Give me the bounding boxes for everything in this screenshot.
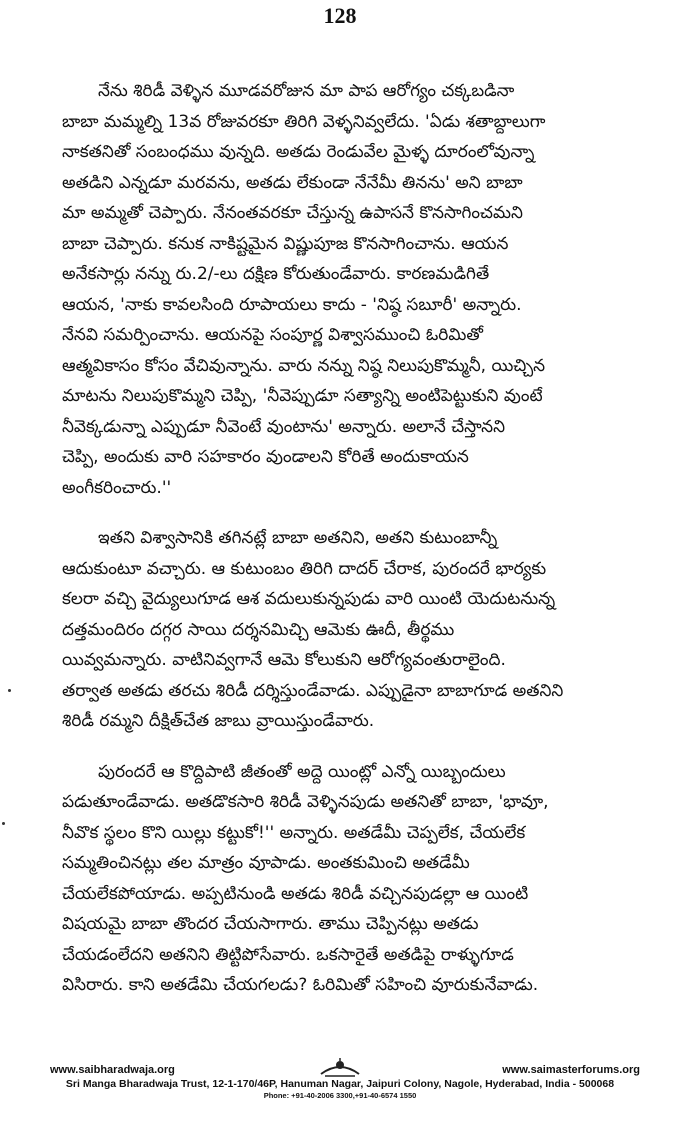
om-emblem-icon	[317, 1056, 363, 1078]
text-line: సమ్మతించినట్లు తల మాత్రం వూపాడు. అంతకుమించి అతడేమీ	[62, 853, 470, 873]
text-line: అతడిని ఎన్నడూ మరవను, అతడు లేకుండా నేనేమీ తినను' అని బాబా	[62, 172, 523, 193]
text-line: ఇతని విశ్వాసానికి తగినట్లే బాబా అతనిని, అతని కుటుంబాన్నీ	[98, 528, 498, 548]
text-line: ఆత్మవికాసం కోసం వేచివున్నాను. వారు నన్ను నిష్ఠ నిలుపుకొమ్మనీ, యిచ్చిన	[62, 355, 546, 376]
text-line: నేను శిరిడీ వెళ్ళిన మూడవరోజున మా పాప ఆరోగ్యం చక్కబడినా	[98, 81, 515, 101]
text-line: ఆయన, 'నాకు కావలసింది రూపాయలు కాదు - 'నిష్ఠ సబూరీ' అన్నారు.	[62, 294, 522, 315]
text-line: నీవొక స్థలం కొని యిల్లు కట్టుకో!'' అన్నారు. అతడేమీ చెప్పలేక, చేయలేక	[62, 822, 526, 843]
text-line: మాటను నిలుపుకొమ్మని చెప్పి, 'నీవెప్పుడూ సత్యాన్ని అంటిపెట్టుకుని వుంటే	[62, 386, 543, 406]
text-line: ఆదుకుంటూ వచ్చారు. ఆ కుటుంబం తిరిగి దాదర్ చేరాక, పురందరే భార్యకు	[62, 558, 547, 579]
text-line: అనేకసార్లు నన్ను రు.2/-లు దక్షిణ కోరుతుండేవారు. కారణమడిగితే	[62, 264, 490, 284]
footer	[30, 1064, 650, 1100]
paragraph	[62, 757, 634, 1001]
footer-phone: Phone: +91-40-2006 3300,+91-40-6574 1550	[263, 1091, 417, 1100]
text-line: నీవెక్కడున్నా ఎప్పుడూ నీవెంటే వుంటాను' అన్నారు. అలానే చేస్తానని	[62, 416, 506, 437]
text-line: దత్తమందిరం దగ్గర సాయి దర్శనమిచ్చి ఆమెకు ఊదీ, తీర్థము	[62, 619, 455, 640]
text-line: నాకతనితో సంబంధము వున్నది. అతడు రెండువేల మైళ్ళ దూరంలోవున్నా	[62, 142, 535, 162]
website-right-link[interactable]: www.saimasterforums.org	[502, 1064, 640, 1076]
page-number: 128	[323, 3, 357, 28]
footer-row	[30, 1064, 650, 1078]
text-line: పడుతూండేవాడు. అతడొకసారి శిరిడీ వెళ్ళినపుడు అతనితో బాబా, 'భావూ,	[62, 792, 549, 812]
text-line: శిరిడీ రమ్మని దీక్షిత్‌చేత జాబు వ్రాయిస్తుండేవారు.	[62, 711, 375, 731]
text-line: మా అమ్మతో చెప్పారు. నేనంతవరకూ చేస్తున్న ఉపాసనే కొనసాగించమని	[62, 203, 523, 223]
paragraph	[62, 523, 634, 737]
stray-mark	[8, 689, 11, 692]
website-left-link[interactable]: www.saibharadwaja.org	[50, 1064, 175, 1076]
text-line: తర్వాత అతడు తరచు శిరిడీ దర్శిస్తుండేవాడు. ఎప్పుడైనా బాబాగూడ అతనిని	[62, 680, 564, 701]
text-line: విసిరారు. కాని అతడేమి చేయగలడు? ఓరిమితో సహించి వూరుకునేవాడు.	[62, 975, 539, 995]
stray-mark	[2, 822, 5, 825]
text-line: చేయడంలేదని అతనిని తిట్టిపోసేవారు. ఒకసారైతే అతడిపై రాళ్ళుగూడ	[62, 944, 514, 965]
footer-address: Sri Manga Bharadwaja Trust, 12-1-170/46P, Hanuman Nagar, Jaipuri Colony, Nagole, Hyderabad, India - 500068	[65, 1078, 615, 1090]
text-line: అంగీకరించారు.''	[62, 477, 172, 498]
paragraph	[62, 76, 634, 503]
body-text	[62, 76, 634, 1001]
text-line: నేనవి సమర్పించాను. ఆయనపై సంపూర్ణ విశ్వాసముంచి ఓరిమితో	[62, 325, 483, 345]
text-line: బాబా చెప్పారు. కనుక నాకిష్టమైన విష్ణుపూజ కొనసాగించాను. ఆయన	[62, 233, 509, 254]
text-line: పురందరే ఆ కొద్దిపాటి జీతంతో అద్దె యింట్లో ఎన్నో యిబ్బందులు	[98, 761, 506, 782]
text-line: చేయలేకపోయాడు. అప్పటినుండి అతడు శిరిడీ వచ్చినపుడల్లా ఆ యింటి	[62, 883, 529, 904]
text-line: యివ్వమన్నారు. వాటినివ్వగానే ఆమె కోలుకుని ఆరోగ్యవంతురాలైంది.	[62, 650, 506, 670]
text-line: బాబా మమ్మల్ని 13వ రోజువరకూ తిరిగి వెళ్ళనివ్వలేదు. 'ఏడు శతాబ్దాలుగా	[62, 111, 546, 132]
text-line: చెప్పి, అందుకు వారి సహకారం వుండాలని కోరితే అందుకాయన	[62, 447, 469, 467]
text-line: కలరా వచ్చి వైద్యులుగూడ ఆశ వదులుకున్నపుడు వారి యింటి యెదుటనున్న	[62, 589, 556, 609]
text-line: విషయమై బాబా తొందర చేయసాగారు. తాము చెప్పినట్లు అతడు	[62, 914, 479, 934]
